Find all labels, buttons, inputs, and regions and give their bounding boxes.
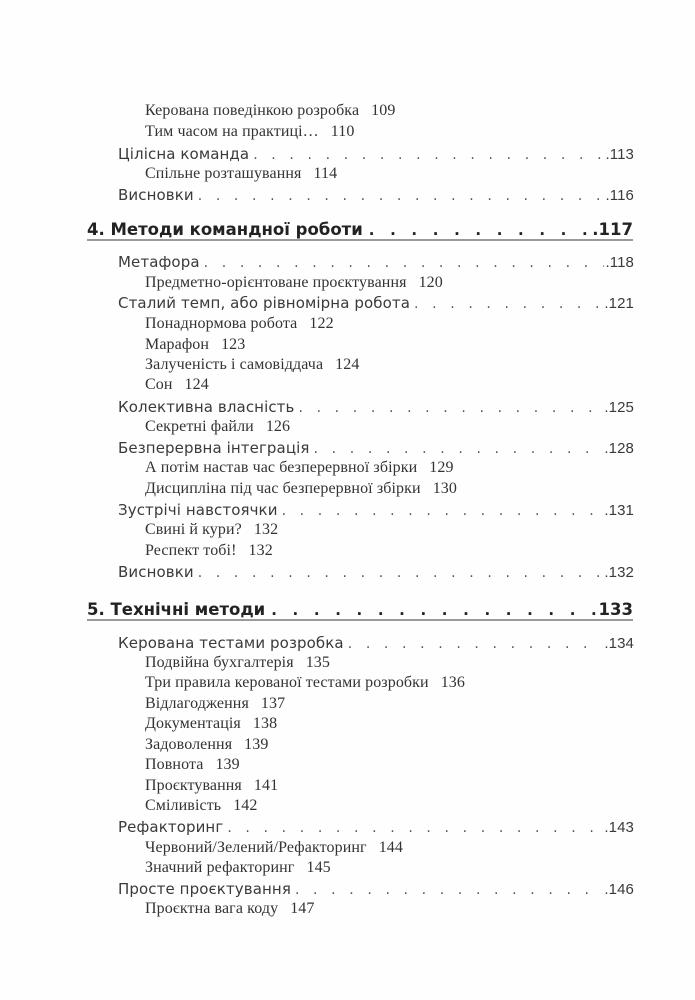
toc-subentry <box>145 777 278 795</box>
dot-leader <box>295 882 602 898</box>
toc-section <box>118 634 634 652</box>
toc-entry-page: 129 <box>429 459 454 476</box>
toc-subentry <box>145 123 355 141</box>
dot-leader <box>198 565 603 581</box>
toc-entry-title: Тим часом на практиці… <box>145 123 319 140</box>
toc-entry-page: .121 <box>604 295 634 312</box>
dot-leader <box>227 820 602 836</box>
toc-entry-title: Метафора <box>118 253 200 271</box>
toc-subentry <box>145 859 331 877</box>
toc-entry-title: Рефакторинг <box>118 818 224 836</box>
toc-entry-page: 144 <box>378 839 404 856</box>
dot-leader <box>348 636 603 652</box>
toc-entry-page: 139 <box>244 736 269 753</box>
toc-section <box>118 398 634 416</box>
dot-leader <box>198 188 604 204</box>
toc-subentry <box>145 480 457 498</box>
toc-subentry <box>145 674 465 692</box>
toc-entry-title: Керована поведінкою розробка <box>145 102 360 119</box>
toc-entry-page: .116 <box>605 187 634 204</box>
toc-entry-page: 135 <box>305 654 330 671</box>
dot-leader <box>414 296 602 312</box>
dot-leader <box>282 503 603 519</box>
toc-entry-page: 141 <box>253 777 279 794</box>
toc-entry-title: Червоний/Зелений/Рефакторинг <box>145 839 367 856</box>
toc-entry-page: 132 <box>253 521 279 538</box>
toc-subentry <box>145 274 443 292</box>
toc-entry-title: Зустрічі навстоячки <box>118 501 278 519</box>
toc-subentry <box>145 315 334 333</box>
toc-subentry <box>145 736 268 754</box>
toc-subentry <box>145 797 258 815</box>
toc-section <box>118 145 634 163</box>
toc-entry-title: Документація <box>145 715 241 732</box>
toc-entry-title: Відлагодження <box>145 695 249 712</box>
toc-entry-page: 124 <box>335 356 360 373</box>
toc-entry-title: Респект тобі! <box>145 542 237 559</box>
toc-entry-page: 132 <box>248 542 273 559</box>
chapter-title: 5. Технічні методи <box>87 600 266 619</box>
toc-subentry <box>145 521 278 539</box>
toc-entry-page: 137 <box>260 695 286 712</box>
toc-entry-page: .125 <box>604 399 634 416</box>
toc-entry-title: Задоволення <box>145 736 233 753</box>
toc-entry-page: 124 <box>184 376 209 393</box>
toc-entry-page: .132 <box>604 564 634 581</box>
toc-entry-title: Значний рефакторинг <box>145 859 295 876</box>
toc-entry-page: .113 <box>605 146 634 163</box>
toc-subentry <box>145 715 277 733</box>
toc-section <box>118 501 634 519</box>
toc-entry-title: Понаднормова робота <box>145 315 298 332</box>
toc-entry-page: .118 <box>605 254 634 271</box>
toc-entry-page: 120 <box>418 274 443 291</box>
toc-entry-title: Проєктування <box>145 777 242 794</box>
toc-chapter-heading <box>87 600 633 619</box>
toc-entry-title: Сон <box>145 376 173 393</box>
toc-entry-title: Секретні файли <box>145 418 254 435</box>
toc-section <box>118 294 634 312</box>
toc-subentry <box>145 839 403 857</box>
dot-leader <box>314 441 603 457</box>
toc-subentry <box>145 695 285 713</box>
toc-section <box>118 439 634 457</box>
toc-entry-title: Сталий темп, або рівномірна робота <box>118 294 411 312</box>
toc-entry-page: 130 <box>432 480 457 497</box>
toc-entry-page: 126 <box>265 418 291 435</box>
chapter-title: 4. Методи командної роботи <box>87 220 363 239</box>
toc-entry-page: 109 <box>371 102 396 119</box>
toc-section <box>118 253 634 271</box>
toc-entry-title: Предметно-орієнтоване проєктування <box>145 274 407 291</box>
toc-section <box>118 880 634 898</box>
toc-section <box>118 818 634 836</box>
toc-subentry <box>145 356 359 374</box>
toc-entry-page: 122 <box>309 315 334 332</box>
dot-leader <box>204 255 604 271</box>
toc-entry-page: 142 <box>233 797 258 814</box>
toc-entry-title: А потім настав час безперервної збірки <box>145 459 418 476</box>
dot-leader <box>369 221 590 239</box>
toc-entry-title: Висновки <box>118 186 194 204</box>
toc-entry-title: Свині й кури? <box>145 521 242 538</box>
toc-entry-page: .128 <box>604 440 634 457</box>
toc-subentry <box>145 165 337 183</box>
toc-section <box>118 186 634 204</box>
toc-entry-title: Висновки <box>118 563 194 581</box>
chapter-page: 133 <box>598 600 633 619</box>
toc-entry-title: Спільне розташування <box>145 165 302 182</box>
toc-entry-title: Колективна власність <box>118 398 295 416</box>
toc-subentry <box>145 459 454 477</box>
toc-entry-page: 139 <box>215 756 240 773</box>
chapter-divider <box>87 239 633 241</box>
dot-leader <box>253 147 603 163</box>
toc-subentry <box>145 418 290 436</box>
toc-chapter-heading <box>87 220 633 239</box>
toc-entry-title: Марафон <box>145 336 210 353</box>
toc-subentry <box>145 654 330 672</box>
toc-entry-title: Дисципліна під час безперервної збірки <box>145 480 421 497</box>
dot-leader <box>271 601 595 619</box>
toc-entry-page: 136 <box>440 674 466 691</box>
toc-entry-title: Подвійна бухгалтерія <box>145 654 294 671</box>
toc-entry-title: Залученість і самовіддача <box>145 356 324 373</box>
toc-entry-page: 110 <box>330 123 355 140</box>
toc-entry-title: Керована тестами розробка <box>118 634 344 652</box>
toc-entry-title: Сміливість <box>145 797 222 814</box>
toc-entry-page: .134 <box>604 635 634 652</box>
toc-subentry <box>145 336 245 354</box>
toc-subentry <box>145 102 395 120</box>
toc-entry-title: Повнота <box>145 756 204 773</box>
toc-section <box>118 563 634 581</box>
toc-entry-page: 123 <box>221 336 246 353</box>
toc-subentry <box>145 756 240 774</box>
toc-subentry <box>145 542 273 560</box>
toc-subentry <box>145 900 315 918</box>
chapter-divider <box>87 619 633 621</box>
toc-entry-title: Цілісна команда <box>118 145 250 163</box>
toc-entry-page: .131 <box>604 502 634 519</box>
dot-leader <box>298 400 602 416</box>
toc-entry-title: Безперервна інтеграція <box>118 439 310 457</box>
toc-entry-page: .146 <box>604 881 634 898</box>
toc-entry-page: 147 <box>290 900 315 917</box>
chapter-page: .117 <box>592 220 633 239</box>
toc-entry-title: Проєктна вага коду <box>145 900 279 917</box>
toc-entry-page: 145 <box>306 859 331 876</box>
toc-entry-page: 114 <box>313 165 338 182</box>
toc-entry-title: Просте проєктування <box>118 880 291 898</box>
toc-subentry <box>145 376 209 394</box>
toc-entry-page: .143 <box>604 819 634 836</box>
toc-entry-page: 138 <box>252 715 278 732</box>
toc-entry-title: Три правила керованої тестами розробки <box>145 674 429 691</box>
